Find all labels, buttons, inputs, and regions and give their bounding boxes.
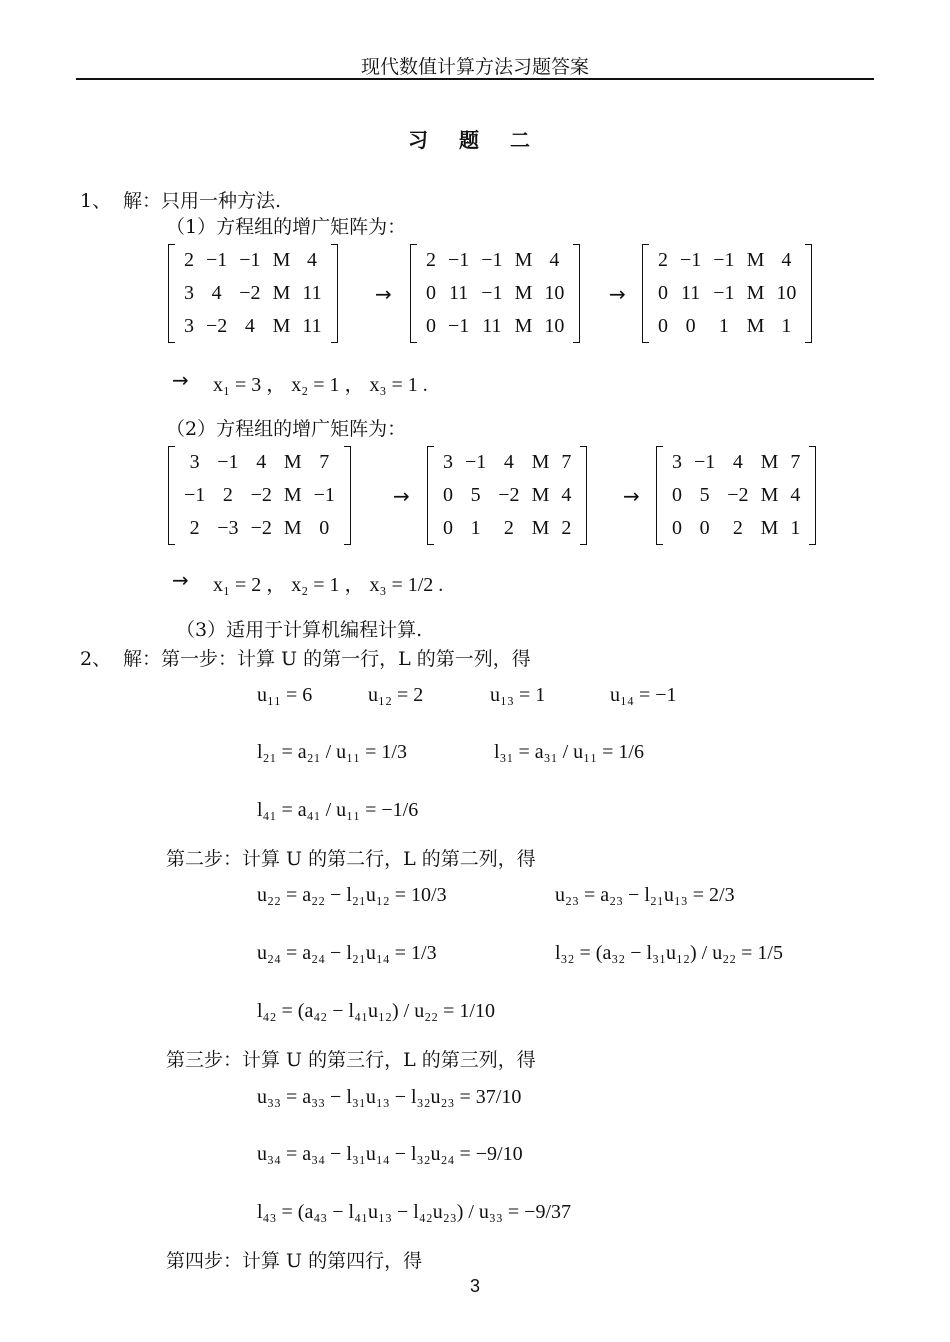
problem-1-part1: （1）方程组的增广矩阵为： bbox=[166, 216, 407, 238]
matrix-cell: 4 bbox=[790, 484, 801, 506]
matrix-cell: −1 bbox=[465, 451, 487, 473]
matrix-row bbox=[652, 277, 802, 310]
implies-arrow-1: → bbox=[172, 368, 189, 392]
matrix-cell: 0 bbox=[658, 282, 668, 304]
running-header: 现代数值计算方法习题答案 bbox=[360, 56, 589, 78]
row-arrow-2a: → bbox=[393, 484, 410, 508]
matrix-cell: 4 bbox=[256, 451, 267, 473]
matrix-cell: M bbox=[760, 484, 779, 506]
matrix-cell: 5 bbox=[470, 484, 481, 506]
section-title: 习 题 二 bbox=[408, 128, 542, 152]
eq-u11: u₁₁ = 6 bbox=[257, 684, 313, 706]
matrix-cell: −2 bbox=[250, 484, 272, 506]
matrix-cell: −1 bbox=[448, 249, 470, 271]
implies-arrow-2: → bbox=[172, 568, 189, 592]
matrix-cell: 0 bbox=[672, 484, 682, 506]
matrix-cell: 11 bbox=[302, 282, 322, 304]
eq-u14: u₁₄ = −1 bbox=[610, 684, 677, 706]
matrix-cell: 1 bbox=[790, 517, 801, 539]
eq-l21: l₂₁ = a₂₁ / u₁₁ = 1/3 bbox=[257, 741, 407, 763]
matrix-cell: −2 bbox=[250, 517, 272, 539]
matrix-cell: 0 bbox=[426, 315, 436, 337]
augmented-matrix-2-2 bbox=[427, 446, 587, 545]
matrix-row bbox=[178, 244, 328, 277]
problem-number-1: 1、 bbox=[80, 190, 112, 212]
matrix-cell: −2 bbox=[498, 484, 520, 506]
bracket-left bbox=[642, 244, 649, 343]
matrix-cell: M bbox=[283, 484, 302, 506]
problem-1-intro: 解：只用一种方法. bbox=[123, 190, 282, 212]
matrix-cell: M bbox=[283, 517, 302, 539]
bracket-left bbox=[427, 446, 434, 545]
bracket-right bbox=[344, 446, 351, 545]
matrix-cell: 2 bbox=[189, 517, 200, 539]
matrix-cell: 1 bbox=[718, 315, 729, 337]
matrix-cell: 4 bbox=[244, 315, 255, 337]
matrix-row bbox=[420, 244, 570, 277]
matrix-cell: 4 bbox=[549, 249, 560, 271]
matrix-cell: −1 bbox=[481, 249, 503, 271]
matrix-row bbox=[178, 512, 341, 545]
bracket-left bbox=[168, 446, 175, 545]
bracket-right bbox=[580, 446, 587, 545]
matrix-row bbox=[666, 479, 806, 512]
matrix-cell: 2 bbox=[503, 517, 514, 539]
matrix-row bbox=[178, 446, 341, 479]
matrix-row bbox=[420, 310, 570, 343]
matrix-cell: M bbox=[514, 315, 533, 337]
matrix-cell: 2 bbox=[184, 249, 194, 271]
matrix-cell: 2 bbox=[732, 517, 743, 539]
matrix-row bbox=[437, 512, 577, 545]
matrix-cell: 1 bbox=[781, 315, 792, 337]
bracket-right bbox=[331, 244, 338, 343]
matrix-cell: −1 bbox=[680, 249, 702, 271]
eq-u23: u₂₃ = a₂₃ − l₂₁u₁₃ = 2/3 bbox=[555, 884, 735, 906]
matrix-cell: 0 bbox=[319, 517, 330, 539]
matrix-cell: 11 bbox=[681, 282, 701, 304]
matrix-cell: 4 bbox=[306, 249, 317, 271]
matrix-cell: 4 bbox=[732, 451, 743, 473]
step-2-heading: 第二步：计算 U 的第二行，L 的第二列，得 bbox=[166, 848, 536, 870]
matrix-cell: M bbox=[514, 282, 533, 304]
eq-l42: l₄₂ = (a₄₂ − l₄₁u₁₂) / u₂₂ = 1/10 bbox=[257, 1000, 495, 1022]
page-number: 3 bbox=[469, 1276, 480, 1296]
matrix-cell: M bbox=[746, 249, 765, 271]
matrix-cell: 2 bbox=[561, 517, 572, 539]
matrix-cell: −3 bbox=[217, 517, 239, 539]
matrix-cell: 4 bbox=[561, 484, 572, 506]
eq-u33: u₃₃ = a₃₃ − l₃₁u₁₃ − l₃₂u₂₃ = 37/10 bbox=[257, 1086, 522, 1108]
bracket-left bbox=[656, 446, 663, 545]
matrix-cell: 10 bbox=[544, 315, 565, 337]
matrix-row bbox=[666, 512, 806, 545]
matrix-cell: 7 bbox=[561, 451, 572, 473]
matrix-cell: −1 bbox=[217, 451, 239, 473]
matrix-cell: 0 bbox=[443, 484, 453, 506]
eq-u22: u₂₂ = a₂₂ − l₂₁u₁₂ = 10/3 bbox=[257, 884, 447, 906]
matrix-cell: −1 bbox=[481, 282, 503, 304]
matrix-cell: −1 bbox=[713, 249, 735, 271]
matrix-row bbox=[437, 479, 577, 512]
matrix-cell: 3 bbox=[443, 451, 453, 473]
matrix-cell: 4 bbox=[211, 282, 222, 304]
matrix-cell: M bbox=[746, 282, 765, 304]
matrix-cell: −2 bbox=[206, 315, 228, 337]
matrix-cell: −2 bbox=[727, 484, 749, 506]
matrix-cell: 0 bbox=[443, 517, 453, 539]
bracket-right bbox=[573, 244, 580, 343]
matrix-cell: −1 bbox=[713, 282, 735, 304]
eq-l43: l₄₃ = (a₄₃ − l₄₁u₁₃ − l₄₂u₂₃) / u₃₃ = −9/37 bbox=[257, 1201, 571, 1223]
matrix-cell: −1 bbox=[313, 484, 335, 506]
matrix-row bbox=[652, 310, 802, 343]
matrix-cell: 7 bbox=[790, 451, 801, 473]
matrix-cell: M bbox=[531, 484, 550, 506]
augmented-matrix-1-3 bbox=[642, 244, 812, 343]
bracket-right bbox=[805, 244, 812, 343]
augmented-matrix-2-1 bbox=[168, 446, 351, 545]
eq-u34: u₃₄ = a₃₄ − l₃₁u₁₄ − l₃₂u₂₄ = −9/10 bbox=[257, 1143, 523, 1165]
matrix-cell: M bbox=[760, 451, 779, 473]
matrix-cell: −1 bbox=[206, 249, 228, 271]
matrix-cell: M bbox=[531, 451, 550, 473]
matrix-cell: 0 bbox=[426, 282, 436, 304]
matrix-cell: 7 bbox=[319, 451, 330, 473]
matrix-cell: M bbox=[760, 517, 779, 539]
matrix-cell: −2 bbox=[239, 282, 261, 304]
matrix-row bbox=[437, 446, 577, 479]
matrix-row bbox=[666, 446, 806, 479]
matrix-cell: M bbox=[272, 282, 291, 304]
eq-u13: u₁₃ = 1 bbox=[490, 684, 546, 706]
matrix-cell: 11 bbox=[302, 315, 322, 337]
matrix-cell: 2 bbox=[222, 484, 233, 506]
matrix-cell: 3 bbox=[184, 282, 194, 304]
matrix-cell: 0 bbox=[699, 517, 710, 539]
matrix-cell: 10 bbox=[544, 282, 565, 304]
eq-l32: l₃₂ = (a₃₂ − l₃₁u₁₂) / u₂₂ = 1/5 bbox=[555, 942, 783, 964]
row-arrow-1b: → bbox=[609, 282, 626, 306]
matrix-cell: M bbox=[283, 451, 302, 473]
matrix-cell: M bbox=[746, 315, 765, 337]
matrix-cell: M bbox=[272, 315, 291, 337]
matrix-cell: 0 bbox=[685, 315, 696, 337]
matrix-cell: 2 bbox=[658, 249, 668, 271]
eq-l41: l₄₁ = a₄₁ / u₁₁ = −1/6 bbox=[257, 799, 419, 821]
matrix-cell: 3 bbox=[184, 315, 194, 337]
eq-u24: u₂₄ = a₂₄ − l₂₁u₁₄ = 1/3 bbox=[257, 942, 437, 964]
result-1: x₁ = 3 ， x₂ = 1 ， x₃ = 1 . bbox=[213, 374, 428, 396]
matrix-cell: M bbox=[272, 249, 291, 271]
step-3-heading: 第三步：计算 U 的第三行，L 的第三列，得 bbox=[166, 1049, 536, 1071]
augmented-matrix-1-2 bbox=[410, 244, 580, 343]
row-arrow-2b: → bbox=[623, 484, 640, 508]
matrix-row bbox=[652, 244, 802, 277]
result-2: x₁ = 2 ， x₂ = 1 ， x₃ = 1/2 . bbox=[213, 574, 444, 596]
step-4-heading: 第四步：计算 U 的第四行，得 bbox=[166, 1250, 423, 1272]
problem-number-2: 2、 bbox=[80, 648, 112, 670]
header-rule bbox=[76, 78, 874, 80]
matrix-cell: −1 bbox=[184, 484, 206, 506]
matrix-row bbox=[420, 277, 570, 310]
matrix-cell: 4 bbox=[781, 249, 792, 271]
row-arrow-1a: → bbox=[375, 282, 392, 306]
matrix-cell: 5 bbox=[699, 484, 710, 506]
matrix-row bbox=[178, 277, 328, 310]
eq-u12: u₁₂ = 2 bbox=[368, 684, 424, 706]
matrix-cell: 3 bbox=[189, 451, 200, 473]
matrix-cell: 10 bbox=[776, 282, 797, 304]
matrix-cell: 0 bbox=[672, 517, 682, 539]
bracket-left bbox=[168, 244, 175, 343]
matrix-cell: 2 bbox=[426, 249, 436, 271]
problem-2-intro: 解：第一步：计算 U 的第一行，L 的第一列，得 bbox=[123, 648, 531, 670]
matrix-cell: 3 bbox=[672, 451, 682, 473]
matrix-cell: 11 bbox=[482, 315, 502, 337]
matrix-cell: 11 bbox=[449, 282, 469, 304]
matrix-cell: 4 bbox=[503, 451, 514, 473]
augmented-matrix-1-1 bbox=[168, 244, 338, 343]
problem-1-part3: （3）适用于计算机编程计算. bbox=[176, 619, 423, 641]
matrix-cell: −1 bbox=[694, 451, 716, 473]
augmented-matrix-2-3 bbox=[656, 446, 816, 545]
problem-1-part2: （2）方程组的增广矩阵为： bbox=[166, 418, 407, 440]
matrix-cell: M bbox=[531, 517, 550, 539]
matrix-cell: M bbox=[514, 249, 533, 271]
matrix-row bbox=[178, 310, 328, 343]
matrix-cell: 1 bbox=[470, 517, 481, 539]
matrix-cell: 0 bbox=[658, 315, 668, 337]
bracket-left bbox=[410, 244, 417, 343]
matrix-cell: −1 bbox=[448, 315, 470, 337]
bracket-right bbox=[809, 446, 816, 545]
matrix-row bbox=[178, 479, 341, 512]
matrix-cell: −1 bbox=[239, 249, 261, 271]
eq-l31: l₃₁ = a₃₁ / u₁₁ = 1/6 bbox=[494, 741, 644, 763]
